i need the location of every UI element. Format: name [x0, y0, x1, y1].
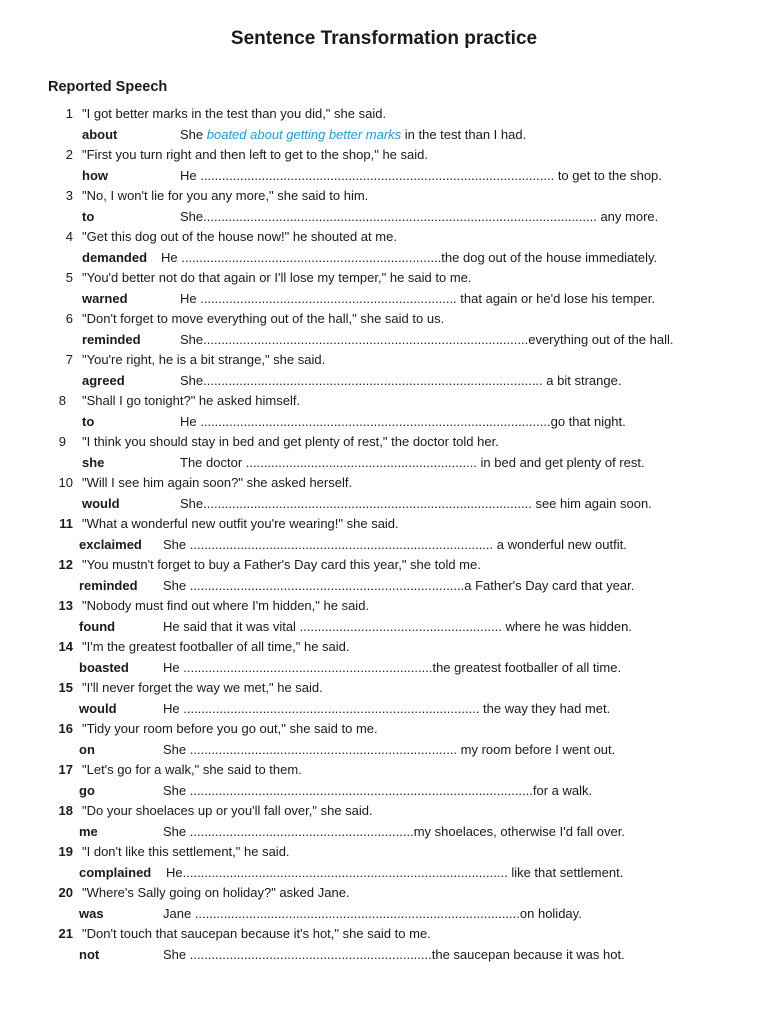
item-prompt: "I think you should stay in bed and get plenty of rest," the doctor told her.: [82, 434, 499, 449]
keyword: about: [82, 126, 118, 142]
exercise-item: [0, 883, 768, 924]
keyword: complained: [79, 864, 152, 880]
exercise-list: [0, 104, 768, 965]
answer-blank[interactable]: ..........................................................................................: [194, 905, 520, 921]
answer-line: He .................................................................................................go that night.: [180, 413, 626, 429]
answer-blank[interactable]: ..........................................................................: [189, 741, 458, 757]
item-prompt: "Do your shoelaces up or you'll fall over," she said.: [82, 803, 373, 818]
exercise-item: [0, 227, 768, 268]
exercise-item: [0, 842, 768, 883]
answer-line: She .................................................................................... a wonderful new outfit.: [163, 536, 627, 552]
item-number: 6: [65, 311, 73, 326]
page-title: Sentence Transformation practice: [230, 28, 538, 49]
exercise-item: [0, 801, 768, 842]
filled-answer[interactable]: boated about getting better marks: [206, 126, 402, 142]
answer-line: He.......................................................................................... like that settlement.: [166, 864, 624, 880]
item-number: 17: [58, 762, 73, 777]
item-number: 2: [65, 147, 73, 162]
keyword: go: [79, 782, 95, 798]
item-prompt: "I don't like this settlement," he said.: [82, 844, 290, 859]
answer-blank[interactable]: ....................................................................................: [189, 536, 494, 552]
item-prompt: "Will I see him again soon?" she asked herself.: [82, 475, 353, 490]
exercise-item: [0, 637, 768, 678]
keyword: agreed: [82, 372, 125, 388]
exercise-item: [0, 514, 768, 555]
keyword: she: [82, 454, 105, 470]
answer-blank[interactable]: ..................................................................................................: [200, 167, 555, 183]
item-number: 1: [65, 106, 73, 121]
answer-line: He .................................................................................................. to get to the shop.: [180, 167, 662, 183]
answer-blank[interactable]: .................................................................................................: [200, 413, 551, 429]
answer-blank[interactable]: .....................................................................: [183, 659, 433, 675]
keyword: to: [82, 413, 95, 429]
answer-line: He .....................................................................the greatest footballer of all time.: [163, 659, 622, 675]
answer-line: He ........................................................................the dog out of the house immediately.: [161, 249, 658, 265]
item-prompt: "Let's go for a walk," she said to them.: [82, 762, 302, 777]
item-prompt: "I'm the greatest footballer of all time," he said.: [82, 639, 350, 654]
item-number: 16: [58, 721, 73, 736]
exercise-item: [0, 555, 768, 596]
answer-blank[interactable]: ...................................................................: [189, 946, 432, 962]
item-prompt: "Shall I go tonight?" he asked himself.: [82, 393, 301, 408]
answer-blank[interactable]: .............................................................................................................: [203, 208, 597, 224]
keyword: was: [79, 905, 104, 921]
item-prompt: "Where's Sally going on holiday?" asked Jane.: [82, 885, 350, 900]
exercise-item: [0, 596, 768, 637]
item-number: 20: [58, 885, 73, 900]
answer-line: She .......................................................................... my room before I went out.: [163, 741, 616, 757]
answer-line: She ...............................................................................................for a walk.: [163, 782, 593, 798]
item-prompt: "First you turn right and then left to get to the shop," he said.: [82, 147, 428, 162]
exercise-item: [0, 719, 768, 760]
answer-blank[interactable]: ...........................................................................................: [203, 495, 532, 511]
item-prompt: "Get this dog out of the house now!" he shouted at me.: [82, 229, 397, 244]
keyword: exclaimed: [79, 536, 142, 552]
item-number: 19: [58, 844, 73, 859]
item-number: 9: [58, 434, 66, 449]
item-number: 10: [58, 475, 73, 490]
keyword: to: [82, 208, 95, 224]
exercise-item: [0, 924, 768, 965]
item-number: 3: [65, 188, 73, 203]
answer-line: He .................................................................................. the way they had met.: [163, 700, 611, 716]
exercise-item: [0, 350, 768, 391]
answer-line: He ....................................................................... that again or he'd lose his temper.: [180, 290, 656, 306]
answer-blank[interactable]: ..........................................................................................: [203, 331, 529, 347]
exercise-item: [0, 309, 768, 350]
answer-line: Jane ..........................................................................................on holiday.: [163, 905, 582, 921]
keyword: boasted: [79, 659, 129, 675]
exercise-item: [0, 760, 768, 801]
answer-blank[interactable]: ............................................................................: [189, 577, 465, 593]
keyword: demanded: [82, 249, 148, 265]
answer-line: She........................................................................................... see him again soon.: [180, 495, 652, 511]
exercise-item: [0, 186, 768, 227]
item-prompt: "Nobody must find out where I'm hidden," he said.: [82, 598, 370, 613]
answer-line: She.............................................................................................. a bit strange.: [180, 372, 622, 388]
item-number: 12: [58, 557, 73, 572]
item-prompt: "Don't forget to move everything out of the hall," she said to us.: [82, 311, 445, 326]
keyword: on: [79, 741, 95, 757]
section-heading: Reported Speech: [48, 79, 168, 95]
keyword: would: [79, 700, 117, 716]
item-number: 13: [58, 598, 73, 613]
item-prompt: "You're right, he is a bit strange," she said.: [82, 352, 326, 367]
keyword: me: [79, 823, 98, 839]
item-number: 4: [65, 229, 73, 244]
item-number: 21: [58, 926, 73, 941]
answer-line: She ............................................................................a Father's Day card that year.: [163, 577, 635, 593]
keyword: reminded: [79, 577, 138, 593]
answer-blank[interactable]: ..................................................................................: [183, 700, 480, 716]
item-number: 14: [58, 639, 73, 654]
keyword: found: [79, 618, 116, 634]
answer-blank[interactable]: ..........................................................................................: [182, 864, 508, 880]
keyword: how: [82, 167, 108, 183]
keyword: not: [79, 946, 100, 962]
item-prompt: "I'll never forget the way we met," he said.: [82, 680, 323, 695]
item-prompt: "Tidy your room before you go out," she said to me.: [82, 721, 378, 736]
keyword: would: [82, 495, 120, 511]
item-prompt: "You'd better not do that again or I'll lose my temper," he said to me.: [82, 270, 472, 285]
keyword: warned: [82, 290, 128, 306]
item-number: 15: [58, 680, 73, 695]
answer-line: He said that it was vital ........................................................ where he was hidden.: [163, 618, 632, 634]
item-prompt: "You mustn't forget to buy a Father's Day card this year," she told me.: [82, 557, 481, 572]
answer-line: She ..............................................................my shoelaces, otherwise I'd fall over.: [163, 823, 625, 839]
item-prompt: "What a wonderful new outfit you're wearing!" she said.: [82, 516, 399, 531]
exercise-item: [0, 473, 768, 514]
keyword: reminded: [82, 331, 141, 347]
answer-blank[interactable]: ...............................................................................................: [189, 782, 533, 798]
exercise-item: [0, 678, 768, 719]
item-number: 7: [65, 352, 73, 367]
item-number: 11: [59, 516, 73, 531]
answer-line: She..........................................................................................everything out of the hall.: [180, 331, 674, 347]
exercise-item: [0, 432, 768, 473]
answer-line: She boated about getting better marks in the test than I had.: [180, 126, 527, 142]
answer-line: The doctor ................................................................ in bed and get plenty of rest.: [180, 454, 645, 470]
item-number: 8: [58, 393, 66, 408]
exercise-item: [0, 268, 768, 309]
item-prompt: "No, I won't lie for you any more," she said to him.: [82, 188, 369, 203]
answer-blank[interactable]: ........................................................: [299, 618, 502, 634]
item-number: 5: [65, 270, 73, 285]
answer-blank[interactable]: .......................................................................: [200, 290, 457, 306]
item-prompt: "Don't touch that saucepan because it's hot," she said to me.: [82, 926, 431, 941]
answer-line: She ...................................................................the saucepan because it was hot.: [163, 946, 625, 962]
exercise-item: [0, 104, 768, 145]
answer-blank[interactable]: ..............................................................................................: [203, 372, 543, 388]
exercise-item: [0, 145, 768, 186]
item-prompt: "I got better marks in the test than you did," she said.: [82, 106, 387, 121]
item-number: 18: [58, 803, 73, 818]
answer-blank[interactable]: ........................................................................: [181, 249, 442, 265]
answer-blank[interactable]: ................................................................: [245, 454, 477, 470]
answer-blank[interactable]: ..............................................................: [189, 823, 414, 839]
answer-line: She............................................................................................................. any more.: [180, 208, 659, 224]
exercise-item: [0, 391, 768, 432]
